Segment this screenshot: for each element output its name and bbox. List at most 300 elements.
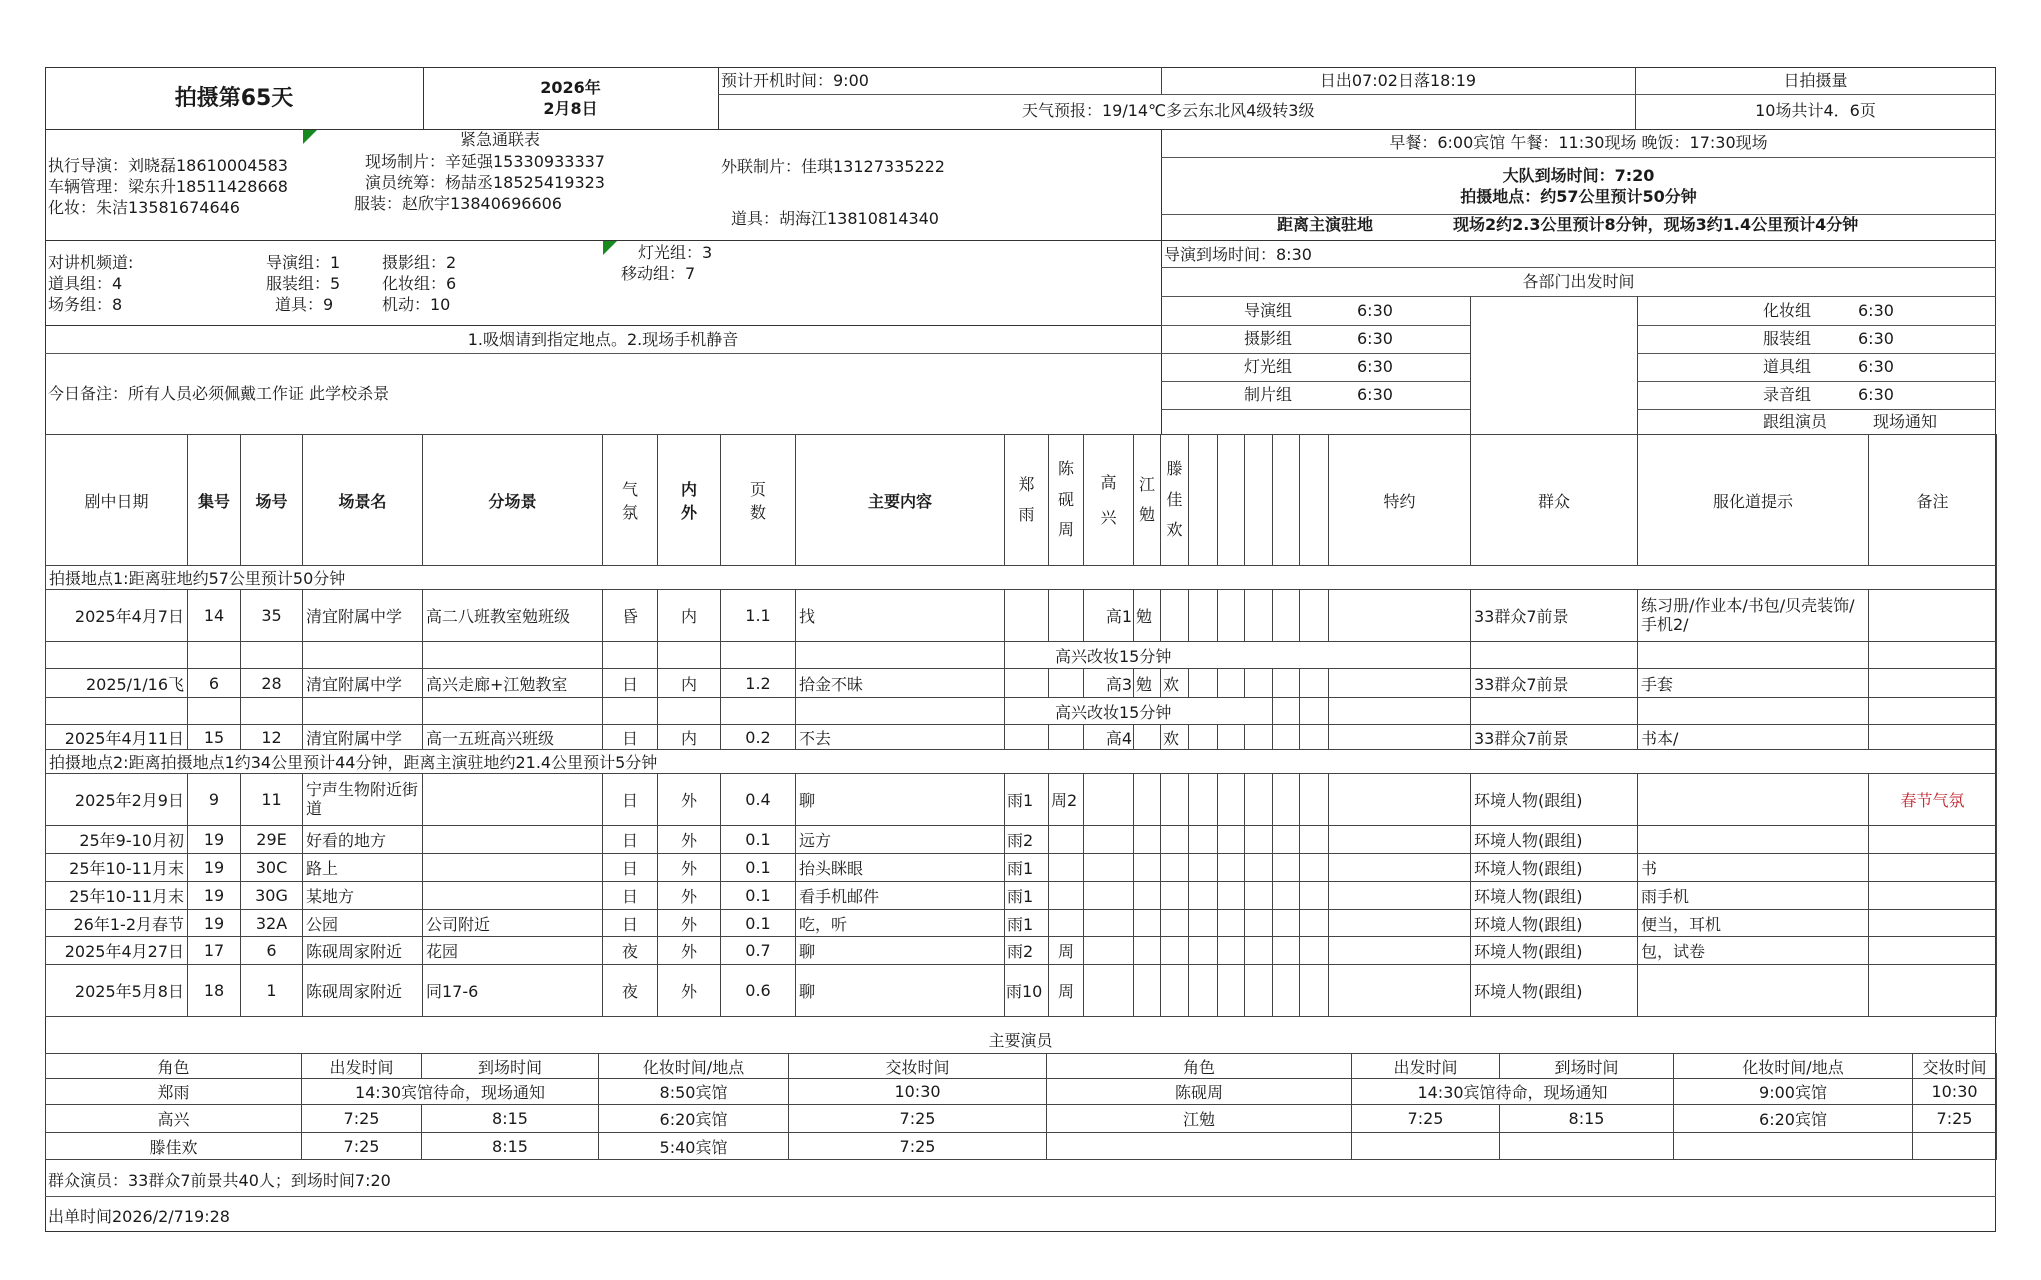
- camera-start-time: 预计开机时间：9:00: [721, 71, 869, 90]
- crew-arrival-time: 大队到场时间：7:20: [1502, 166, 1655, 185]
- comment-flag-icon: [303, 130, 317, 144]
- col-header: 主要内容: [796, 435, 1005, 566]
- col-header: 场号: [241, 435, 303, 566]
- table-row[interactable]: [46, 910, 1997, 937]
- table-row[interactable]: [46, 774, 1997, 826]
- col-header: 页数: [721, 435, 796, 566]
- dept-name: 道具组: [1763, 357, 1812, 376]
- dept-name: 导演组: [1244, 301, 1293, 320]
- cell-episode: 6: [188, 669, 241, 698]
- cast-ready: 7:25: [1913, 1105, 1997, 1133]
- cell-cast: 欢: [1161, 669, 1189, 698]
- cell-cast: 高4: [1084, 725, 1134, 750]
- cell-cast: 勉: [1134, 590, 1161, 642]
- cell-content: 聊: [796, 937, 1005, 965]
- divider: [1161, 296, 1996, 297]
- cell-content: 抬头眯眼: [796, 854, 1005, 882]
- cell-content: 吃，听: [796, 910, 1005, 937]
- cell-cast: [1084, 910, 1134, 937]
- col-header-empty: [1273, 435, 1300, 566]
- dept-name: 制片组: [1244, 385, 1293, 404]
- cell-date: 2025年4月11日: [46, 725, 188, 750]
- cell-subset: [423, 826, 603, 854]
- cell-set: 宁声生物附近街道: [303, 774, 423, 826]
- dept-time: 6:30: [1858, 329, 1894, 348]
- cell-cast: [1005, 590, 1049, 642]
- cell-cast: [1161, 854, 1189, 882]
- extras-note: 群众演员：33群众7前景共40人；到场时间7:20: [48, 1171, 391, 1190]
- cell-extra: [1329, 854, 1471, 882]
- cast-col-header: 出发时间: [302, 1054, 422, 1079]
- cell-scene: 30G: [241, 882, 303, 910]
- divider: [45, 325, 1161, 326]
- cast-makeup: 9:00宾馆: [1674, 1079, 1913, 1105]
- cell-cast: 雨1: [1005, 774, 1049, 826]
- dept-name: 化妆组: [1763, 301, 1812, 320]
- cell-props: [1638, 826, 1869, 854]
- contact-external-producer: 外联制片：佳琪13127335222: [721, 157, 945, 176]
- divider: [1637, 409, 1996, 410]
- cell-int-ext: 内: [658, 725, 721, 750]
- dept-time: 6:30: [1357, 357, 1393, 376]
- date-day: 2月8日: [543, 99, 598, 118]
- cell-crowd: 环境人物(跟组): [1471, 882, 1638, 910]
- cell-cast: [1084, 965, 1134, 1017]
- cast-header-row: [46, 1054, 1997, 1079]
- cell-extra: [1329, 826, 1471, 854]
- date-year: 2026年: [540, 78, 601, 97]
- divider: [1637, 353, 1996, 354]
- cell-scene: 11: [241, 774, 303, 826]
- today-note: 今日备注：所有人员必须佩戴工作证 此学校杀景: [48, 384, 390, 403]
- cast-depart: 7:25: [1352, 1105, 1500, 1133]
- col-header: 陈砚周: [1049, 435, 1084, 566]
- dept-name: 服装组: [1763, 329, 1812, 348]
- cast-makeup: 6:20宾馆: [1674, 1105, 1913, 1133]
- col-header: 剧中日期: [46, 435, 188, 566]
- cell-set: 公园: [303, 910, 423, 937]
- cell-cast: [1134, 910, 1161, 937]
- cell-extra: [1329, 590, 1471, 642]
- cell-cast: [1084, 826, 1134, 854]
- cell-content: 不去: [796, 725, 1005, 750]
- radio-channel: 灯光组：3: [638, 243, 713, 262]
- cell-int-ext: 内: [658, 590, 721, 642]
- cell-crowd: 环境人物(跟组): [1471, 965, 1638, 1017]
- cell-pages: 0.1: [721, 826, 796, 854]
- cell-pages: 0.1: [721, 882, 796, 910]
- cell-props: 书本/: [1638, 725, 1869, 750]
- cell-scene: 30C: [241, 854, 303, 882]
- cell-scene: 35: [241, 590, 303, 642]
- cast-role: 郑雨: [46, 1079, 302, 1105]
- cell-crowd: 环境人物(跟组): [1471, 826, 1638, 854]
- cell-episode: 14: [188, 590, 241, 642]
- cell-crowd: 环境人物(跟组): [1471, 910, 1638, 937]
- cell-props: [1638, 774, 1869, 826]
- cast-depart-arrive: 14:30宾馆待命，现场通知: [1352, 1079, 1674, 1105]
- cell-int-ext: 外: [658, 910, 721, 937]
- contact-vehicle: 车辆管理：梁东升18511428668: [48, 177, 288, 196]
- cell-episode: 19: [188, 854, 241, 882]
- cell-pages: 0.4: [721, 774, 796, 826]
- cast-role: 滕佳欢: [46, 1133, 302, 1160]
- daily-volume-value: 10场共计4．6页: [1755, 101, 1876, 120]
- cell-scene: 28: [241, 669, 303, 698]
- cell-subset: [423, 854, 603, 882]
- divider: [1161, 381, 1470, 382]
- radio-channel: 服装组：5: [266, 274, 341, 293]
- cell-cast: [1134, 725, 1161, 750]
- cell-scene: 12: [241, 725, 303, 750]
- col-header: 服化道提示: [1638, 435, 1869, 566]
- cell-crowd: 环境人物(跟组): [1471, 937, 1638, 965]
- cell-int-ext: 内: [658, 669, 721, 698]
- cell-subset: 高兴走廊+江勉教室: [423, 669, 603, 698]
- cell-note: [1869, 725, 1997, 750]
- cast-ready: 7:25: [789, 1133, 1047, 1160]
- radio-channel: 机动：10: [382, 295, 451, 314]
- cell-mood: 日: [603, 826, 658, 854]
- cast-col-header: 交妆时间: [1913, 1054, 1997, 1079]
- cell-props: 书: [1638, 854, 1869, 882]
- cell-mood: 日: [603, 774, 658, 826]
- cast-empty: [1913, 1133, 1997, 1160]
- cast-makeup: 5:40宾馆: [599, 1133, 789, 1160]
- cast-ready: 10:30: [789, 1079, 1047, 1105]
- radio-channel: 导演组：1: [266, 253, 341, 272]
- cell-props: 便当，耳机: [1638, 910, 1869, 937]
- cell-cast: 高1: [1084, 590, 1134, 642]
- cell-mood: 昏: [603, 590, 658, 642]
- cell-date: 2025年4月27日: [46, 937, 188, 965]
- cell-cast: [1049, 669, 1084, 698]
- cell-content: 看手机邮件: [796, 882, 1005, 910]
- cell-episode: 19: [188, 910, 241, 937]
- cast-empty: [1500, 1133, 1674, 1160]
- col-header: 特约: [1329, 435, 1471, 566]
- cell-int-ext: 外: [658, 965, 721, 1017]
- location-row: [46, 750, 1997, 774]
- cell-scene: 1: [241, 965, 303, 1017]
- makeup-change-note: 高兴改妆15分钟: [1005, 698, 1245, 725]
- col-header: 集号: [188, 435, 241, 566]
- divider: [1161, 157, 1996, 158]
- cell-pages: 0.7: [721, 937, 796, 965]
- cast-ready: 10:30: [1913, 1079, 1997, 1105]
- cast-role: 江勉: [1047, 1105, 1352, 1133]
- cell-date: 2025年5月8日: [46, 965, 188, 1017]
- cell-mood: 夜: [603, 965, 658, 1017]
- cell-cast: [1084, 882, 1134, 910]
- cell-cast: 周: [1049, 937, 1084, 965]
- cell-cast: [1084, 774, 1134, 826]
- cell-set: 某地方: [303, 882, 423, 910]
- radio-channel: 移动组：7: [621, 264, 696, 283]
- col-header: 备注: [1869, 435, 1997, 566]
- makeup-change-note: 高兴改妆15分钟: [1005, 642, 1329, 669]
- cell-episode: 15: [188, 725, 241, 750]
- cell-pages: 1.1: [721, 590, 796, 642]
- director-arrival-time: 导演到场时间：8:30: [1164, 245, 1312, 264]
- cell-cast: [1049, 590, 1084, 642]
- cell-cast: 周: [1049, 965, 1084, 1017]
- cell-date: 2025/1/16飞: [46, 669, 188, 698]
- table-row[interactable]: [46, 590, 1997, 642]
- table-row[interactable]: [46, 669, 1997, 698]
- cell-extra: [1329, 669, 1471, 698]
- col-header-empty: [1300, 435, 1329, 566]
- dept-time: 6:30: [1357, 329, 1393, 348]
- cell-note: [1869, 965, 1997, 1017]
- cell-date: 2025年2月9日: [46, 774, 188, 826]
- departments-title: 各部门出发时间: [1522, 272, 1635, 291]
- cell-date: 2025年4月7日: [46, 590, 188, 642]
- divider: [718, 94, 1996, 95]
- scene-schedule-table: [45, 434, 1997, 1017]
- cell-note: [1869, 882, 1997, 910]
- cell-cast: [1161, 910, 1189, 937]
- contact-props: 道具：胡海江13810814340: [731, 209, 939, 228]
- distance-value: 现场2约2.3公里预计8分钟，现场3约1.4公里预计4分钟: [1453, 215, 1859, 234]
- cell-set: 清宜附属中学: [303, 669, 423, 698]
- cast-col-header: 化妆时间/地点: [599, 1054, 789, 1079]
- cell-episode: 18: [188, 965, 241, 1017]
- cell-cast: 雨1: [1005, 854, 1049, 882]
- divider: [1161, 409, 1470, 410]
- cast-col-header: 到场时间: [422, 1054, 599, 1079]
- divider: [1161, 267, 1996, 268]
- table-header-row: [46, 435, 1997, 566]
- cell-mood: 日: [603, 882, 658, 910]
- cell-subset: 公司附近: [423, 910, 603, 937]
- cell-note: [1869, 669, 1997, 698]
- divider: [45, 353, 1161, 354]
- cell-cast: [1161, 937, 1189, 965]
- cell-set: 清宜附属中学: [303, 725, 423, 750]
- cell-props: 雨手机: [1638, 882, 1869, 910]
- col-header: 郑雨: [1005, 435, 1049, 566]
- shooting-location-distance: 拍摄地点：约57公里预计50分钟: [1460, 187, 1697, 206]
- cast-depart: 7:25: [302, 1105, 422, 1133]
- distance-label: 距离主演驻地: [1277, 215, 1374, 234]
- cast-makeup: 8:50宾馆: [599, 1079, 789, 1105]
- cell-subset: 高一五班高兴班级: [423, 725, 603, 750]
- cast-row[interactable]: [46, 1079, 1997, 1105]
- cell-content: 聊: [796, 965, 1005, 1017]
- cell-cast: [1134, 882, 1161, 910]
- radio-channel: 化妆组：6: [382, 274, 457, 293]
- divider: [1637, 325, 1996, 326]
- cell-note: [1869, 937, 1997, 965]
- dept-time: 6:30: [1357, 385, 1393, 404]
- table-row[interactable]: [46, 725, 1997, 750]
- cell-cast: [1049, 910, 1084, 937]
- location-row: [46, 566, 1997, 590]
- main-cast-table: [45, 1053, 1997, 1160]
- cell-note: 春节气氛: [1869, 774, 1997, 826]
- divider: [1161, 353, 1470, 354]
- cast-empty: [1674, 1133, 1913, 1160]
- cell-pages: 0.6: [721, 965, 796, 1017]
- cell-extra: [1329, 965, 1471, 1017]
- cast-makeup: 6:20宾馆: [599, 1105, 789, 1133]
- cell-content: 聊: [796, 774, 1005, 826]
- cell-cast: 勉: [1134, 669, 1161, 698]
- cell-set: 路上: [303, 854, 423, 882]
- cell-cast: [1134, 826, 1161, 854]
- cell-props: 包，试卷: [1638, 937, 1869, 965]
- cell-crowd: 环境人物(跟组): [1471, 774, 1638, 826]
- cast-role: 高兴: [46, 1105, 302, 1133]
- cell-subset: [423, 774, 603, 826]
- divider: [1161, 325, 1470, 326]
- radio-label: 对讲机频道:: [48, 253, 134, 272]
- dept-time: 现场通知: [1873, 412, 1938, 431]
- cell-date: 25年10-11月末: [46, 854, 188, 882]
- comment-flag-icon: [603, 241, 617, 255]
- col-header: 滕佳欢: [1161, 435, 1189, 566]
- cell-extra: [1329, 910, 1471, 937]
- cell-content: 找: [796, 590, 1005, 642]
- col-header: 内外: [658, 435, 721, 566]
- cell-cast: [1161, 590, 1189, 642]
- cell-int-ext: 外: [658, 854, 721, 882]
- cell-scene: 32A: [241, 910, 303, 937]
- cell-note: [1869, 826, 1997, 854]
- cell-int-ext: 外: [658, 774, 721, 826]
- contact-costume: 服装：赵欣宇13840696606: [354, 194, 562, 213]
- cell-extra: [1329, 725, 1471, 750]
- cast-row[interactable]: [46, 1105, 1997, 1133]
- cell-mood: 日: [603, 725, 658, 750]
- cell-cast: [1049, 854, 1084, 882]
- divider: [45, 1196, 1996, 1197]
- cell-cast: 欢: [1161, 725, 1189, 750]
- cell-note: [1869, 910, 1997, 937]
- divider: [1470, 296, 1471, 434]
- cast-depart-arrive: 14:30宾馆待命，现场通知: [302, 1079, 599, 1105]
- cell-int-ext: 外: [658, 882, 721, 910]
- table-row[interactable]: [46, 826, 1997, 854]
- cast-col-header: 到场时间: [1500, 1054, 1674, 1079]
- dept-name: 录音组: [1763, 385, 1812, 404]
- cell-cast: [1084, 937, 1134, 965]
- cell-pages: 0.2: [721, 725, 796, 750]
- cell-crowd: 33群众7前景: [1471, 669, 1638, 698]
- radio-channel: 场务组：8: [48, 295, 123, 314]
- cell-cast: [1134, 937, 1161, 965]
- col-header: 江勉: [1134, 435, 1161, 566]
- cell-cast: [1161, 882, 1189, 910]
- contact-makeup: 化妆：朱洁13581674646: [48, 198, 240, 217]
- cell-subset: 同17-6: [423, 965, 603, 1017]
- table-row[interactable]: [46, 965, 1997, 1017]
- divider: [45, 129, 1996, 130]
- cell-crowd: 33群众7前景: [1471, 725, 1638, 750]
- cell-cast: 周2: [1049, 774, 1084, 826]
- cast-row[interactable]: [46, 1133, 1997, 1160]
- cell-cast: [1049, 882, 1084, 910]
- col-header-empty: [1189, 435, 1218, 566]
- cell-set: 清宜附属中学: [303, 590, 423, 642]
- cell-cast: [1134, 854, 1161, 882]
- dept-name: 灯光组: [1244, 357, 1293, 376]
- cell-episode: 19: [188, 882, 241, 910]
- cell-cast: [1005, 669, 1049, 698]
- safety-notice: 1.吸烟请到指定地点。2.现场手机静音: [467, 330, 739, 349]
- cast-empty: [1047, 1133, 1352, 1160]
- table-row[interactable]: [46, 854, 1997, 882]
- cell-extra: [1329, 937, 1471, 965]
- makeup-change-row: [46, 642, 1997, 669]
- cell-extra: [1329, 882, 1471, 910]
- cell-note: [1869, 854, 1997, 882]
- col-header: 场景名: [303, 435, 423, 566]
- weather-forecast: 天气预报：19/14℃多云东北风4级转3级: [1022, 101, 1315, 120]
- cell-int-ext: 外: [658, 937, 721, 965]
- cell-scene: 29E: [241, 826, 303, 854]
- cell-cast: [1161, 774, 1189, 826]
- cast-arrive: 8:15: [422, 1105, 599, 1133]
- contact-cast-coordinator: 演员统筹：杨喆丞18525419323: [365, 173, 605, 192]
- daily-volume-label: 日拍摄量: [1783, 71, 1848, 90]
- cell-cast: [1005, 725, 1049, 750]
- cell-date: 25年9-10月初: [46, 826, 188, 854]
- cell-subset: [423, 882, 603, 910]
- cast-col-header: 出发时间: [1352, 1054, 1500, 1079]
- cast-col-header: 交妆时间: [789, 1054, 1047, 1079]
- cell-cast: [1049, 826, 1084, 854]
- makeup-change-row: [46, 698, 1997, 725]
- cell-mood: 夜: [603, 937, 658, 965]
- cell-mood: 日: [603, 854, 658, 882]
- cast-ready: 7:25: [789, 1105, 1047, 1133]
- cell-crowd: 33群众7前景: [1471, 590, 1638, 642]
- col-header: 高兴: [1084, 435, 1134, 566]
- cell-date: 26年1-2月春节: [46, 910, 188, 937]
- cell-pages: 1.2: [721, 669, 796, 698]
- cell-cast: 雨2: [1005, 826, 1049, 854]
- cell-set: 好看的地方: [303, 826, 423, 854]
- col-header-empty: [1218, 435, 1245, 566]
- cell-cast: 高3: [1084, 669, 1134, 698]
- divider: [1637, 381, 1996, 382]
- cast-empty: [1352, 1133, 1500, 1160]
- cell-cast: [1134, 965, 1161, 1017]
- col-header-empty: [1245, 435, 1273, 566]
- cell-episode: 19: [188, 826, 241, 854]
- contact-onset-producer: 现场制片：辛延强15330933337: [365, 152, 605, 171]
- cast-arrive: 8:15: [422, 1133, 599, 1160]
- cell-content: 拾金不昧: [796, 669, 1005, 698]
- cell-cast: 雨10: [1005, 965, 1049, 1017]
- cell-props: [1638, 965, 1869, 1017]
- location-1-label: 拍摄地点1:距离驻地约57公里预计50分钟: [46, 566, 1997, 590]
- dept-time: 6:30: [1357, 301, 1393, 320]
- dept-name: 跟组演员: [1763, 412, 1828, 431]
- table-row[interactable]: [46, 882, 1997, 910]
- table-row[interactable]: [46, 937, 1997, 965]
- cell-props: 练习册/作业本/书包/贝壳装饰/手机2/: [1638, 590, 1869, 642]
- col-header: 分场景: [423, 435, 603, 566]
- cell-extra: [1329, 774, 1471, 826]
- cast-depart: 7:25: [302, 1133, 422, 1160]
- cell-subset: 高二八班教室勉班级: [423, 590, 603, 642]
- col-header: 气氛: [603, 435, 658, 566]
- cell-mood: 日: [603, 669, 658, 698]
- cell-content: 远方: [796, 826, 1005, 854]
